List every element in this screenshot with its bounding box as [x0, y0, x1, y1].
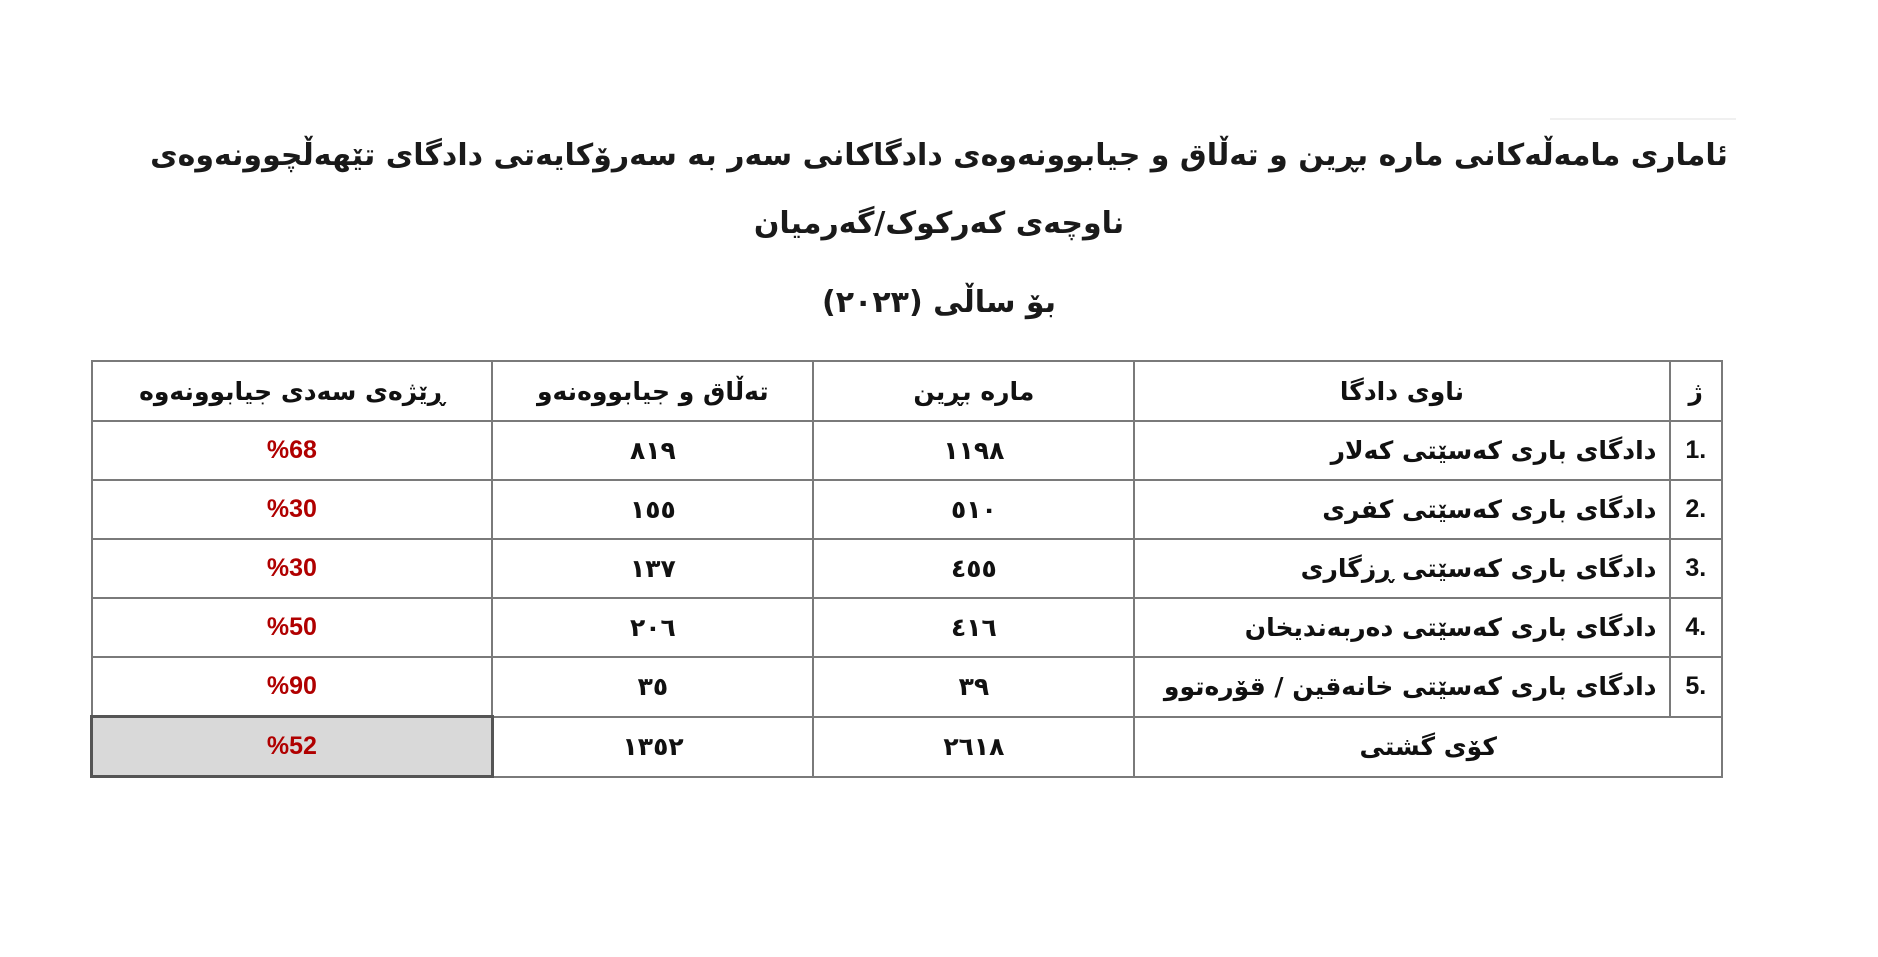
marriages-cell: ٣٩ [813, 657, 1134, 717]
header-divorces: تەڵاق و جیابووەنەو [492, 361, 813, 421]
total-divorce-rate-cell: %52 [92, 717, 493, 777]
divorces-cell: ١٥٥ [492, 480, 813, 539]
header-marriages: مارە بڕین [813, 361, 1134, 421]
divorce-rate-cell: %30 [92, 539, 493, 598]
table-row [92, 598, 1723, 657]
table-row [92, 421, 1723, 480]
row-number-cell: 1. [1670, 421, 1722, 480]
court-name-cell: دادگای باری کەسێتی خانەقین / قۆرەتوو [1134, 657, 1669, 717]
divorces-cell: ٢٠٦ [492, 598, 813, 657]
total-label-cell: کۆی گشتی [1134, 717, 1722, 777]
faint-divider [1550, 118, 1736, 120]
table-header-row [92, 361, 1723, 421]
marriages-cell: ٥١٠ [813, 480, 1134, 539]
row-number-cell: 4. [1670, 598, 1722, 657]
court-name-cell: دادگای باری کەسێتی ڕزگاری [1134, 539, 1669, 598]
row-number-cell: 3. [1670, 539, 1722, 598]
page-title: ئاماری مامەڵەکانی مارە بڕین و تەڵاق و جیابوونەوەی دادگاکانی سەر بە سەرۆکایەتی دادگای تێهەڵچوونەوەی [150, 138, 1728, 173]
row-number-cell: 5. [1670, 657, 1722, 717]
divorces-cell: ١٣٧ [492, 539, 813, 598]
divorce-rate-cell: %50 [92, 598, 493, 657]
page-year: بۆ ساڵی (٢٠٢٣) [821, 285, 1057, 320]
divorce-rate-cell: %30 [92, 480, 493, 539]
header-divorce-rate: ڕێژەی سەدی جیابوونەوە [92, 361, 493, 421]
page-subtitle: ناوچەی کەرکوک/گەرمیان [753, 206, 1125, 241]
court-name-cell: دادگای باری کەسێتی کفری [1134, 480, 1669, 539]
header-court-name: ناوی دادگا [1134, 361, 1669, 421]
marriages-cell: ٤١٦ [813, 598, 1134, 657]
table-row [92, 539, 1723, 598]
total-marriages-cell: ٢٦١٨ [813, 717, 1134, 777]
court-name-cell: دادگای باری کەسێتی کەلار [1134, 421, 1669, 480]
table-total-row [92, 717, 1723, 777]
divorces-cell: ٣٥ [492, 657, 813, 717]
divorces-cell: ٨١٩ [492, 421, 813, 480]
divorce-rate-cell: %68 [92, 421, 493, 480]
court-name-cell: دادگای باری کەسێتی دەربەندیخان [1134, 598, 1669, 657]
marriages-cell: ٤٥٥ [813, 539, 1134, 598]
marriages-cell: ١١٩٨ [813, 421, 1134, 480]
table-row [92, 480, 1723, 539]
header-number: ژ [1670, 361, 1722, 421]
divorce-rate-cell: %90 [92, 657, 493, 717]
row-number-cell: 2. [1670, 480, 1722, 539]
statistics-table [90, 360, 1723, 778]
table-row [92, 657, 1723, 717]
total-divorces-cell: ١٣٥٢ [492, 717, 813, 777]
